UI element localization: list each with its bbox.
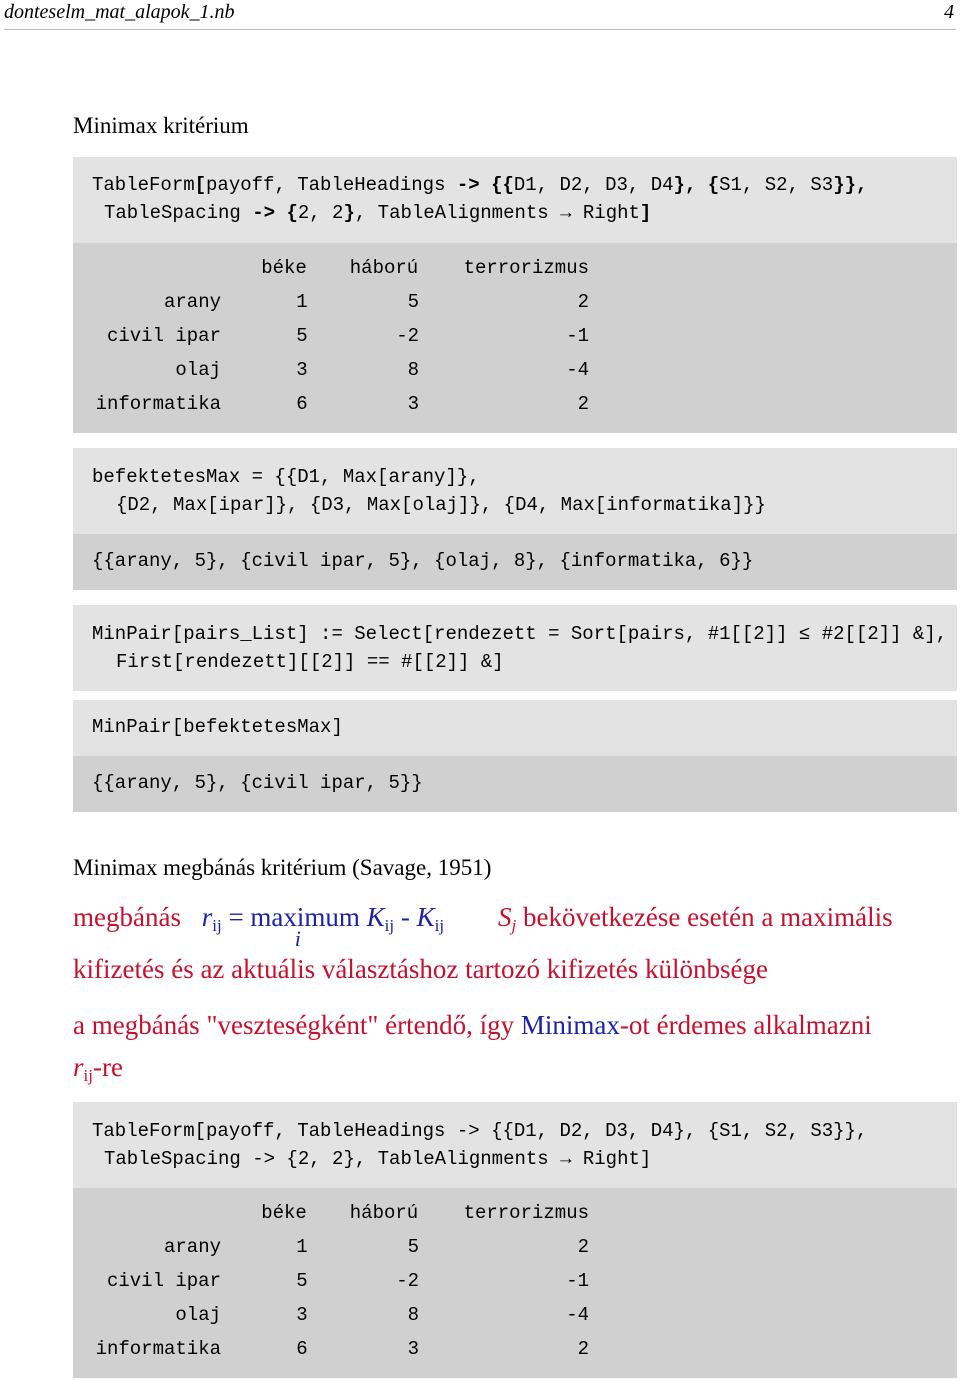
code-line: TableForm[payoff, TableHeadings -> {{D1, D2, D3, D4}, {S1, S2, S3}}, [92,1120,868,1142]
code-line: {D2, Max[ipar]}, {D3, Max[olaj]}, {D4, Max[informatika]}} [116,494,766,516]
table-cell: 3 [296,359,308,381]
output-table-payoff-2 [73,1188,957,1378]
table-cell: 5 [407,291,419,313]
row-header: civil ipar [106,325,221,347]
table-cell: 5 [296,325,308,347]
table-cell: 3 [407,393,419,415]
table-cell: 5 [296,1270,308,1292]
code-line: First[rendezett][[2]] == #[[2]] &] [116,651,504,673]
column-header: béke [261,257,307,279]
regret-description: kifizetés és az aktuális választáshoz tartozó kifizetés különbsége [73,954,768,984]
table-cell: 8 [407,359,419,381]
table-cell: 1 [296,1236,308,1258]
row-header: arany [163,1236,221,1258]
table-cell: -2 [396,1270,419,1292]
column-header: béke [261,1202,307,1224]
input-cell-befektetesmax[interactable] [73,448,957,534]
code-line: befektetesMax = {{D1, Max[arany]}, [92,466,480,488]
row-header: informatika [95,1338,221,1360]
table-cell: 5 [407,1236,419,1258]
page-header [4,0,956,30]
output-table-payoff [73,243,957,433]
table-cell: 6 [296,393,308,415]
column-header: háború [349,257,419,279]
row-header: olaj [175,359,221,381]
code-line: TableForm[payoff, TableHeadings -> {{D1, D2, D3, D4}, {S1, S2, S3}}, [92,174,868,196]
regret-word: megbánás [73,902,181,932]
code-line: TableSpacing -> {2, 2}, TableAlignments → Right] [104,1148,652,1170]
table-cell: 2 [577,1338,589,1360]
code-line: MinPair[befektetesMax] [92,716,343,738]
table-cell: 8 [407,1304,419,1326]
table-cell: -1 [566,325,589,347]
input-cell-tableform-2[interactable] [73,1102,957,1188]
regret-note: a megbánás "veszteségként" értendő, így Minimax-ot érdemes alkalmazni [73,1010,872,1040]
table-cell: 2 [577,291,589,313]
row-header: civil ipar [106,1270,221,1292]
table-cell: 1 [296,291,308,313]
table-cell: 2 [577,393,589,415]
regret-definition-line [73,902,445,951]
row-header: informatika [95,393,221,415]
output-cell-minpair [73,756,957,812]
row-header: arany [163,291,221,313]
input-cell-tableform[interactable] [73,157,957,243]
table-cell: -1 [566,1270,589,1292]
table-cell: 3 [407,1338,419,1360]
regret-condition: $S_j$ bekövetkezése esetén a maximális [498,902,893,935]
table-cell: -4 [566,1304,589,1326]
table-cell: 2 [577,1236,589,1258]
notebook-filename: donteselm_mat_alapok_1.nb [4,1,235,23]
output-line: {{arany, 5}, {civil ipar, 5}} [92,772,423,794]
column-header: terrorizmus [463,1202,589,1224]
output-line: {{arany, 5}, {civil ipar, 5}, {olaj, 8}, {informatika, 6}} [92,550,754,572]
page-number: 4 [944,1,954,23]
section-title-savage: Minimax megbánás kritérium (Savage, 1951) [73,855,492,880]
regret-note-end: $r_{ij}-re$ [73,1052,123,1085]
table-cell: -4 [566,359,589,381]
row-header: olaj [175,1304,221,1326]
table-cell: 3 [296,1304,308,1326]
section-title-minimax: Minimax kritérium [73,113,249,138]
input-cell-minpair-call[interactable] [73,700,957,756]
output-cell-befektetesmax [73,534,957,590]
input-cell-minpair-def[interactable] [73,605,957,691]
table-cell: 6 [296,1338,308,1360]
code-line: MinPair[pairs_List] := Select[rendezett = Sort[pairs, #1[[2]] ≤ #2[[2]] &], [92,623,948,645]
table-cell: -2 [396,325,419,347]
column-header: terrorizmus [463,257,589,279]
code-line: TableSpacing -> {2, 2}, TableAlignments → Right] [104,202,652,224]
column-header: háború [349,1202,419,1224]
regret-formula: $r_{ij}$ = maximum i $K_{ij} - K_{ij}$ [201,902,445,951]
